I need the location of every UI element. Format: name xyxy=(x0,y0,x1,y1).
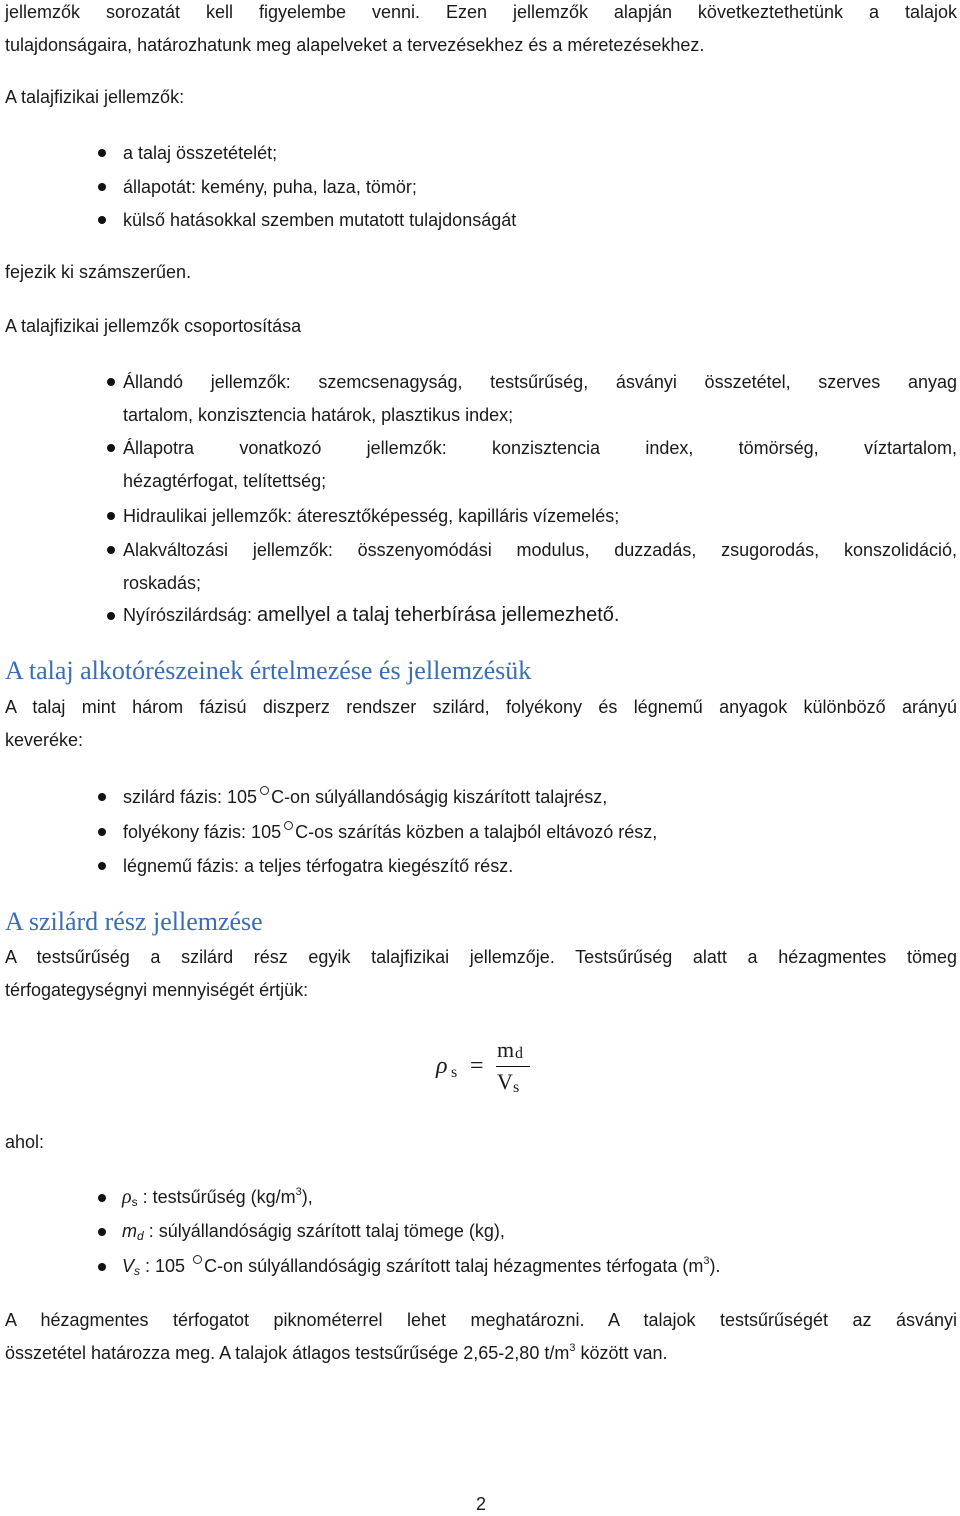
definition-text: ). xyxy=(709,1256,721,1276)
bullet-icon xyxy=(98,183,106,191)
definition-text: ), xyxy=(301,1187,313,1207)
degree-icon xyxy=(260,786,269,795)
grouping-item-3: Hidraulikai jellemzők: áteresztőképesség, kapilláris vízemelés; xyxy=(123,506,620,526)
phase-text: C-os szárítás közben a talajból eltávozó rész, xyxy=(295,822,658,842)
closing-line-1: A hézagmentes térfogatot piknométerrel lehet meghatározni. A talajok testsűrűségét az ásványi xyxy=(5,1310,957,1330)
section-heading: A talaj alkotórészeinek értelmezése és jellemzésük xyxy=(5,656,532,685)
degree-icon xyxy=(284,821,293,830)
definition-symbol: m xyxy=(122,1221,137,1241)
intro-line-2: tulajdonságaira, határozhatunk meg alapelveket a tervezésekhez és a méretezésekhez. xyxy=(5,35,705,55)
formula-equals: = xyxy=(470,1053,484,1079)
grouping-item-5 xyxy=(123,603,619,627)
physical-item: külső hatásokkal szemben mutatott tulajdonságát xyxy=(123,210,517,230)
formula-numerator-sub: d xyxy=(515,1045,523,1062)
grouping-title: A talajfizikai jellemzők csoportosítása xyxy=(5,316,302,336)
phase-text: légnemű fázis: a teljes térfogatra kiegészítő rész. xyxy=(123,856,514,876)
definition-symbol: ρ xyxy=(122,1186,132,1208)
bullet-icon xyxy=(98,828,106,836)
physical-outro: fejezik ki számszerűen. xyxy=(5,262,192,282)
intro-paragraph xyxy=(5,0,957,57)
definition-symbol-sub: s xyxy=(134,1264,141,1278)
bullet-icon xyxy=(107,378,115,386)
phase-item xyxy=(123,854,513,878)
definition-symbol: V xyxy=(122,1256,135,1276)
closing-text: összetétel határozza meg. A talajok átlagos testsűrűsége 2,65-2,80 t/m xyxy=(5,1343,570,1363)
bullet-icon xyxy=(98,1263,106,1271)
page-number: 2 xyxy=(476,1494,487,1514)
bullet-icon xyxy=(98,793,106,801)
definition-sup: 3 xyxy=(295,1186,302,1198)
grouping-item-5-label: Nyírószilárdság: xyxy=(123,605,258,625)
definition-text: : 105 xyxy=(140,1256,191,1276)
bullet-icon xyxy=(107,512,115,520)
phase-item xyxy=(123,820,657,844)
grouping-item-5-text: amellyel a talaj teherbírása jellemezhető. xyxy=(257,604,620,626)
definition-symbol-sub: s xyxy=(131,1195,138,1209)
degree-icon xyxy=(193,1255,202,1264)
physical-item: állapotát: kemény, puha, laza, tömör; xyxy=(123,177,417,197)
definition-item xyxy=(122,1254,720,1278)
closing-sup: 3 xyxy=(569,1342,576,1354)
phase-text: szilárd fázis: 105 xyxy=(123,787,258,807)
grouping-item-4-line-2: roskadás; xyxy=(123,573,202,593)
definition-symbol-sub: d xyxy=(137,1229,144,1243)
physical-item: a talaj összetételét; xyxy=(123,143,278,163)
section-heading: A szilárd rész jellemzése xyxy=(5,907,263,936)
section1-line-2: keveréke: xyxy=(5,730,84,750)
grouping-item-2-line-1: Állapotra vonatkozó jellemzők: konzisztencia index, tömörség, víztartalom, xyxy=(123,438,957,458)
formula-numerator: m xyxy=(497,1037,515,1062)
physical-intro: A talajfizikai jellemzők: xyxy=(5,87,185,107)
formula-rho-sub: s xyxy=(451,1064,458,1081)
bullet-icon xyxy=(98,1228,106,1236)
definition-item xyxy=(122,1219,505,1243)
closing-line-2 xyxy=(5,1341,668,1365)
phase-item xyxy=(123,785,607,809)
bullet-icon xyxy=(107,444,115,452)
definition-text: : testsűrűség (kg/m xyxy=(137,1187,296,1207)
where-label: ahol: xyxy=(5,1132,45,1152)
bullet-icon xyxy=(107,546,115,554)
grouping-item-1-line-2: tartalom, konzisztencia határok, plasztikus index; xyxy=(123,405,514,425)
section1-line-1: A talaj mint három fázisú diszperz rendszer szilárd, folyékony és légnemű anyagok különböző arányú xyxy=(5,697,957,717)
density-formula xyxy=(436,1035,546,1105)
bullet-icon xyxy=(98,149,106,157)
definition-sup: 3 xyxy=(703,1255,710,1267)
bullet-icon xyxy=(98,1194,106,1202)
fraction-bar xyxy=(496,1066,530,1067)
bullet-icon xyxy=(98,216,106,224)
grouping-item-2-line-2: hézagtérfogat, telítettség; xyxy=(123,471,327,491)
phase-text: folyékony fázis: 105 xyxy=(123,822,282,842)
grouping-item-4-line-1: Alakváltozási jellemzők: összenyomódási modulus, duzzadás, zsugorodás, konszolidáció, xyxy=(123,540,957,560)
section2-line-1: A testsűrűség a szilárd rész egyik talajfizikai jellemzője. Testsűrűség alatt a hézagmentes tömeg xyxy=(5,947,957,967)
bullet-icon xyxy=(107,612,115,620)
definition-item xyxy=(122,1185,313,1209)
formula-denominator-sub: s xyxy=(513,1079,520,1096)
intro-line-1: jellemzők sorozatát kell figyelembe venni. Ezen jellemzők alapján következtethetünk a talajok xyxy=(5,2,957,22)
closing-text: között van. xyxy=(575,1343,668,1363)
definition-text: : súlyállandóságig szárított talaj tömege (kg), xyxy=(143,1221,505,1241)
formula-rho: ρ xyxy=(436,1053,448,1079)
formula-denominator: V xyxy=(497,1069,513,1094)
section2-line-2: térfogategységnyi mennyiségét értjük: xyxy=(5,980,309,1000)
grouping-item-1-line-1: Állandó jellemzők: szemcsenagyság, testsűrűség, ásványi összetétel, szerves anyag xyxy=(123,372,957,392)
phase-text: C-on súlyállandóságig kiszárított talajrész, xyxy=(271,787,608,807)
definition-text: C-on súlyállandóságig szárított talaj hézagmentes térfogata (m xyxy=(204,1256,704,1276)
bullet-icon xyxy=(98,862,106,870)
